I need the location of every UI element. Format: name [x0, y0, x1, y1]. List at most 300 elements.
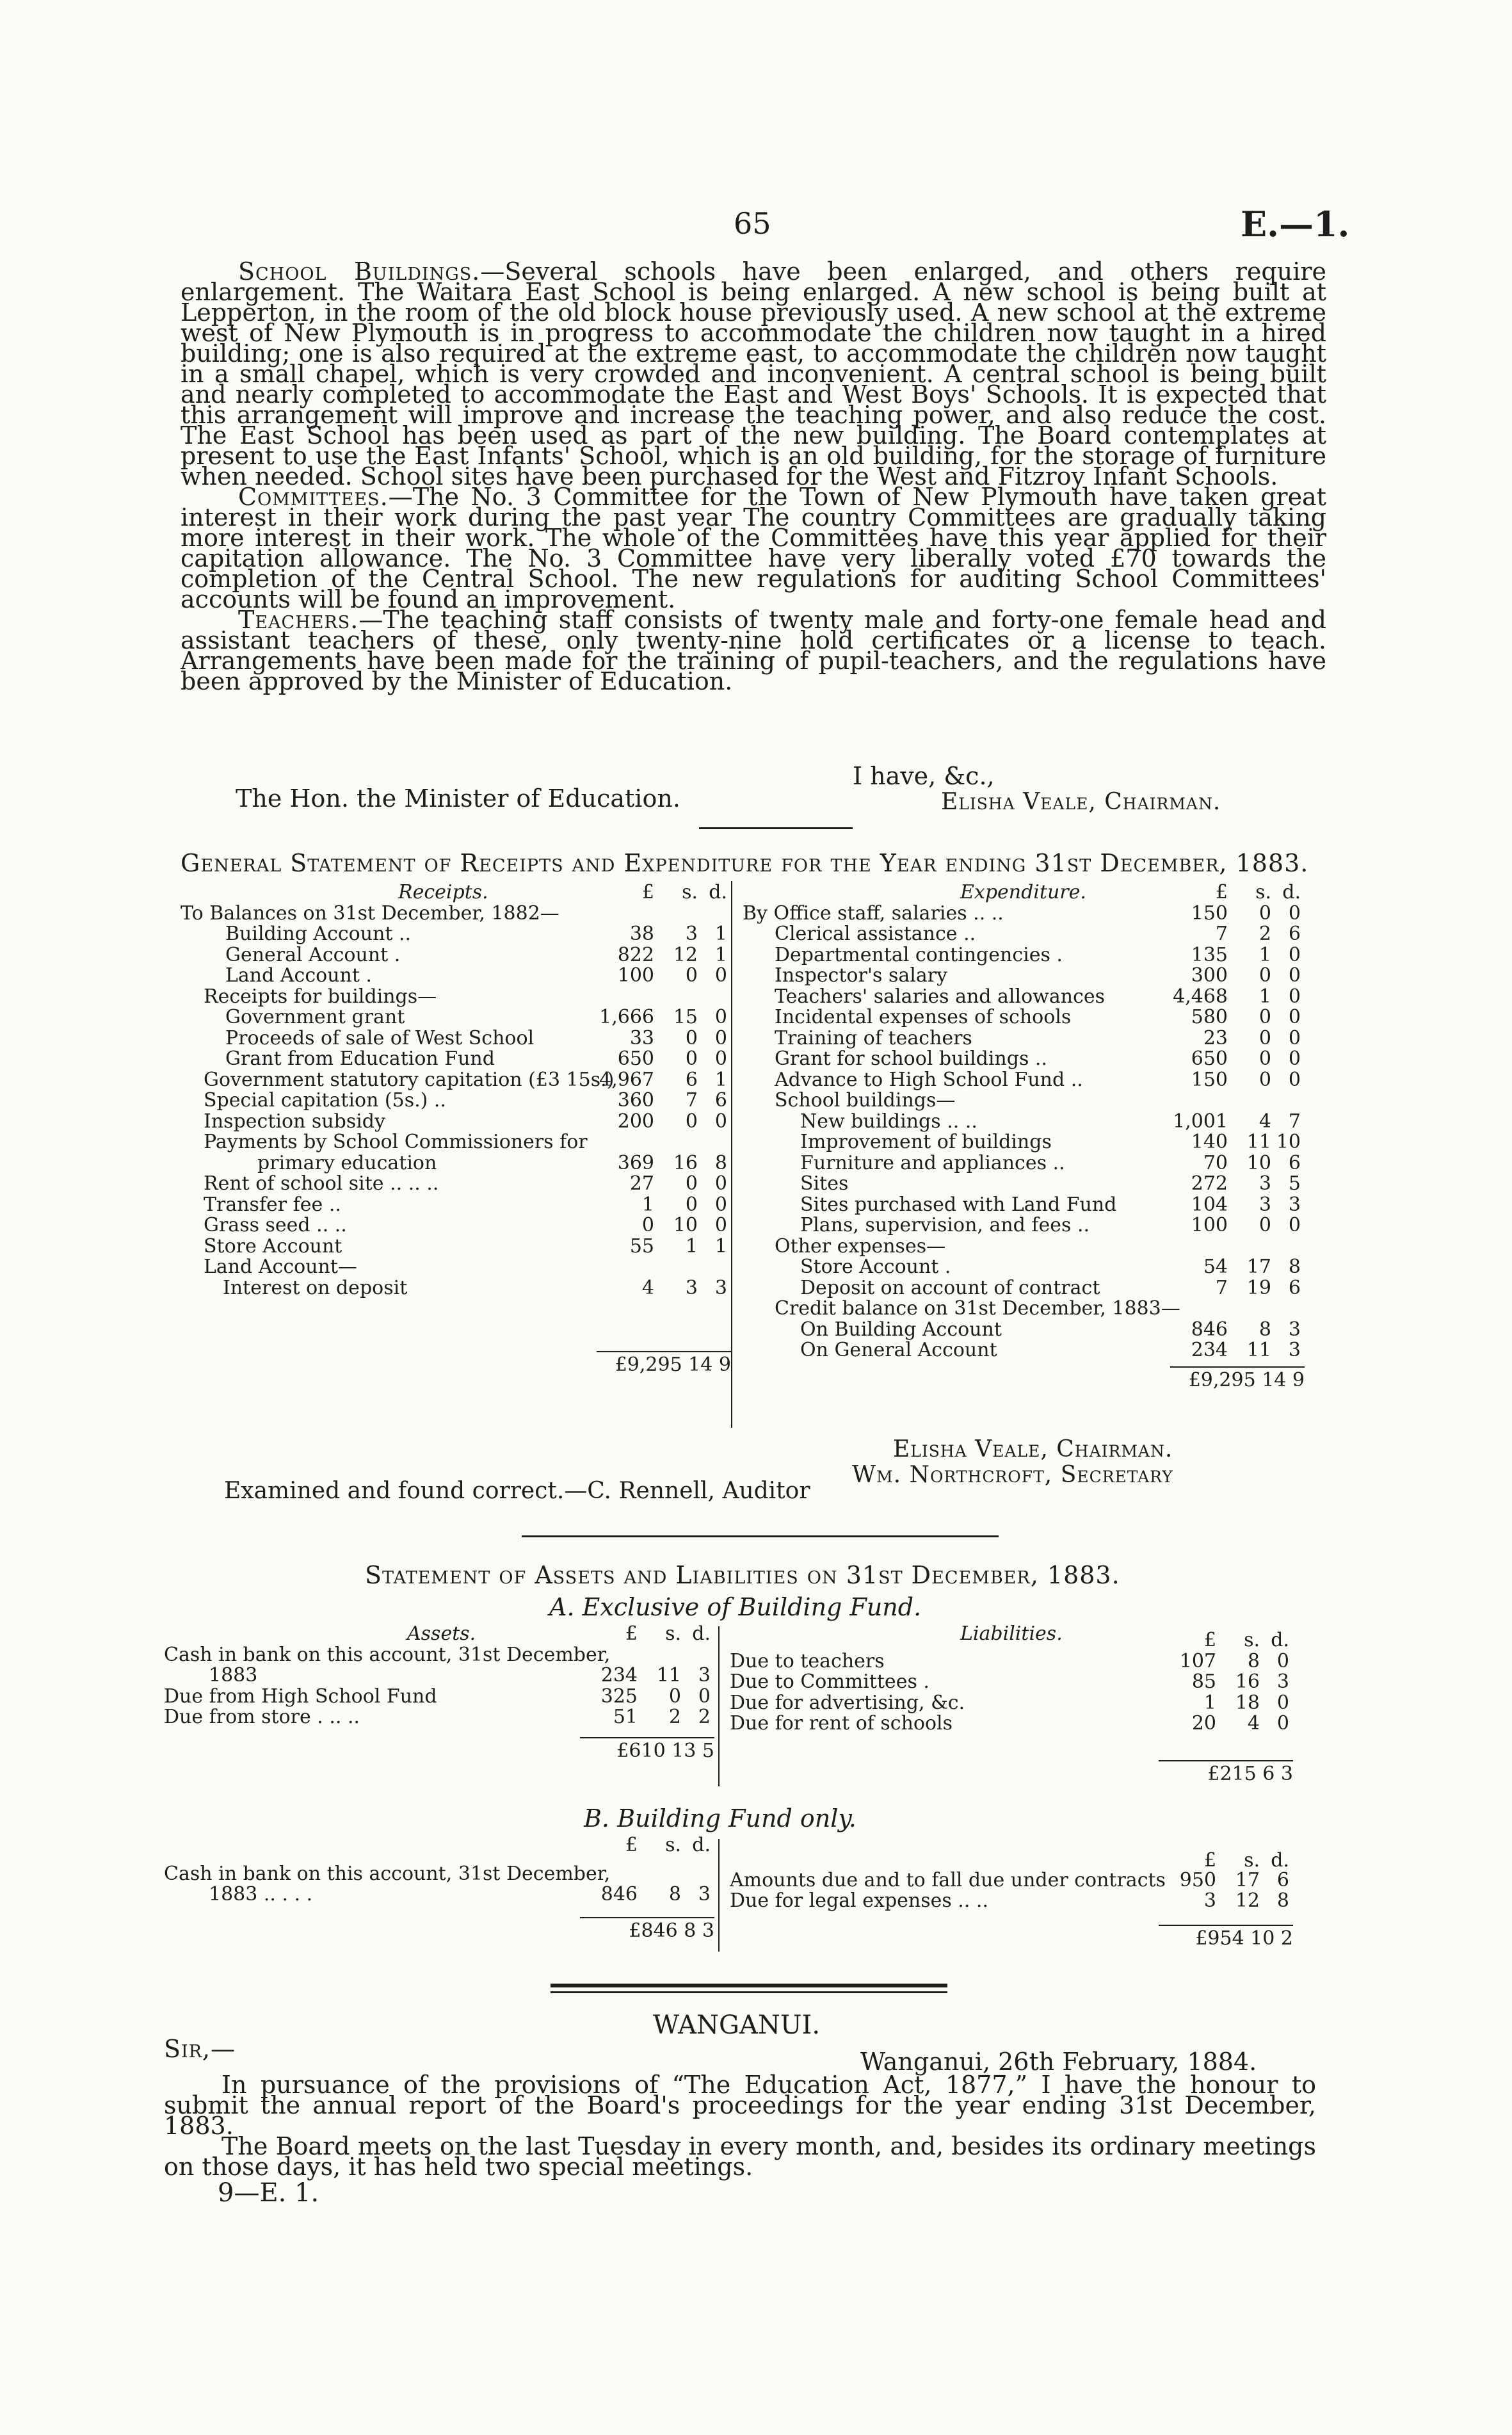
pence-value: 3: [1276, 1671, 1289, 1693]
table-row: [743, 1049, 1305, 1070]
pounds-value: 3: [1203, 1889, 1216, 1912]
signature-chairman: Elisha Veale, Chairman.: [893, 1436, 1173, 1462]
row-label: Due from High School Fund: [164, 1685, 437, 1708]
page-reference: E.—1.: [1241, 204, 1350, 245]
row-label: New buildings .. ..: [800, 1110, 977, 1133]
shillings-value: 3: [1259, 1172, 1271, 1195]
pence-value: 0: [714, 1110, 727, 1133]
assets-label: Assets.: [407, 1622, 476, 1645]
pence-value: 3: [1288, 1339, 1301, 1361]
pounds-heading: £: [1203, 1849, 1216, 1872]
pounds-value: 150: [1191, 1068, 1228, 1091]
shillings-heading: s.: [682, 881, 698, 903]
row-label: On General Account: [800, 1339, 997, 1361]
table-row: [730, 1870, 1293, 1891]
pounds-value: 33: [629, 1026, 654, 1049]
pence-value: 6: [1288, 923, 1301, 945]
table-row: [181, 1132, 731, 1153]
pounds-heading: £: [625, 1622, 638, 1645]
row-label: Clerical assistance ..: [775, 923, 976, 945]
salutation: Sir,—: [164, 2035, 236, 2063]
wanganui-paragraph-1: In pursuance of the provisions of “The Education Act, 1877,” I have the honour to submit the annual report of the Board's proceedings for the year ending 31st December, 1883.: [164, 2071, 1316, 2140]
pounds-value: 1: [1203, 1691, 1216, 1714]
table-row: [181, 1195, 731, 1216]
row-label: Deposit on account of contract: [800, 1276, 1100, 1299]
pounds-value: 4: [641, 1276, 654, 1299]
table-row: [743, 945, 1305, 966]
row-label: Due for advertising, &c.: [730, 1691, 965, 1714]
row-label: Transfer fee ..: [204, 1193, 341, 1216]
table-row: [730, 1713, 1293, 1735]
shillings-value: 0: [1259, 902, 1271, 925]
row-label: Grass seed .. ..: [204, 1214, 347, 1236]
shillings-value: 19: [1246, 1276, 1271, 1299]
table-row: [743, 1028, 1305, 1049]
shillings-heading: s.: [1244, 1629, 1260, 1651]
pounds-value: 51: [613, 1706, 638, 1728]
row-label: Inspector's salary: [775, 964, 948, 987]
pounds-value: 85: [1191, 1671, 1216, 1693]
pounds-value: 822: [617, 943, 654, 966]
row-label: Departmental contingencies .: [775, 943, 1063, 966]
row-label: Sites: [800, 1172, 849, 1195]
pounds-value: 140: [1191, 1131, 1228, 1153]
table-row: [743, 903, 1305, 925]
pounds-value: 70: [1203, 1151, 1228, 1174]
pounds-heading: £: [1215, 881, 1228, 903]
paragraph-heading: Committees.: [238, 483, 389, 511]
page-number: 65: [734, 206, 771, 241]
pence-value: 6: [1288, 1276, 1301, 1299]
row-label: Store Account: [204, 1234, 342, 1258]
pounds-value: 846: [600, 1883, 638, 1905]
pounds-value: 580: [1191, 1006, 1228, 1028]
pounds-value: 846: [1191, 1318, 1228, 1341]
shillings-value: 11: [1246, 1131, 1271, 1153]
pence-value: 0: [1288, 985, 1301, 1008]
shillings-value: 6: [685, 1068, 698, 1091]
pence-value: 10: [1276, 1131, 1301, 1153]
pence-value: 0: [1276, 1649, 1289, 1672]
row-label: Payments by School Commissioners for: [204, 1131, 588, 1153]
row-label: Inspection subsidy: [204, 1110, 385, 1133]
shillings-value: 3: [1259, 1193, 1271, 1216]
closing: I have, &c.,: [853, 762, 995, 790]
shillings-heading: s.: [665, 1834, 681, 1856]
pounds-value: 325: [600, 1685, 638, 1708]
shillings-value: 17: [1235, 1868, 1260, 1891]
table-row: [743, 1340, 1305, 1361]
row-label: Other expenses—: [775, 1234, 946, 1258]
pounds-value: 650: [1191, 1048, 1228, 1070]
b-liabilities-table: [730, 1844, 1293, 1950]
pounds-value: 23: [1203, 1026, 1228, 1049]
shillings-value: 8: [668, 1883, 681, 1905]
pounds-value: 100: [617, 964, 654, 987]
table-row: [743, 1007, 1305, 1028]
expenditure-table: [743, 881, 1305, 1391]
receipts-total: [181, 1351, 731, 1376]
column-divider: [718, 1839, 720, 1952]
row-label: Due for legal expenses .. ..: [730, 1889, 988, 1912]
signature-secretary: Wm. Northcroft, Secretary: [852, 1462, 1173, 1488]
table-row: [181, 966, 731, 987]
general-statement-title: General Statement of Receipts and Expenditure for the Year ending 31st December, 1883.: [181, 849, 1309, 877]
a-assets-header: [164, 1624, 714, 1645]
table-row: [181, 1215, 731, 1236]
pence-heading: d.: [692, 1834, 711, 1856]
column-divider: [731, 881, 732, 1428]
pence-value: 0: [1276, 1691, 1289, 1714]
table-row: [743, 1278, 1305, 1299]
row-label: Incidental expenses of schools: [775, 1006, 1072, 1028]
row-label: Government grant: [225, 1006, 405, 1028]
shillings-value: 16: [673, 1151, 698, 1174]
table-row: [181, 1153, 731, 1174]
pounds-value: 369: [617, 1151, 654, 1174]
table-row: [743, 1195, 1305, 1216]
table-row: [743, 1153, 1305, 1174]
pence-heading: d.: [692, 1622, 711, 1645]
row-label: School buildings—: [775, 1089, 956, 1112]
paragraph-heading: Teachers.: [238, 606, 359, 634]
table-row: [181, 1236, 731, 1258]
table-row: [730, 1672, 1293, 1693]
pounds-value: 7: [1215, 1276, 1228, 1299]
b-liabilities-total-value: £954 10 2: [1159, 1925, 1293, 1950]
pounds-value: 234: [600, 1664, 638, 1687]
row-label: Interest on deposit: [223, 1276, 408, 1299]
a-liabilities-table: [730, 1622, 1293, 1785]
pence-value: 6: [1288, 1151, 1301, 1174]
shillings-value: 12: [673, 943, 698, 966]
pence-heading: d.: [1271, 1629, 1289, 1651]
shillings-value: 0: [668, 1685, 681, 1708]
table-row: [743, 987, 1305, 1008]
pence-heading: d.: [709, 881, 727, 903]
table-row: [164, 1645, 714, 1666]
a-liabilities-total: [730, 1760, 1293, 1785]
table-row: [743, 1320, 1305, 1341]
pounds-value: 107: [1179, 1649, 1216, 1672]
row-label: Grant for school buildings ..: [775, 1048, 1047, 1070]
row-label: Grant from Education Fund: [225, 1048, 495, 1070]
pence-value: 3: [714, 1276, 727, 1299]
pence-value: 6: [714, 1089, 727, 1112]
pounds-value: 150: [1191, 902, 1228, 925]
pounds-value: 104: [1191, 1193, 1228, 1216]
pounds-value: 0: [641, 1214, 654, 1236]
row-label: Land Account—: [204, 1256, 357, 1278]
assets-statement-title: Statement of Assets and Liabilities on 31st December, 1883.: [365, 1561, 1120, 1589]
shillings-heading: s.: [665, 1622, 681, 1645]
b-assets-total: [164, 1917, 714, 1942]
b-assets-header: [164, 1835, 714, 1856]
pounds-value: 20: [1191, 1712, 1216, 1735]
pence-value: 8: [1288, 1256, 1301, 1278]
row-label: Due from store . .. ..: [164, 1706, 360, 1728]
row-label: Receipts for buildings—: [204, 985, 437, 1008]
a-liabilities-total-value: £215 6 3: [1159, 1760, 1293, 1785]
pence-value: 0: [714, 1048, 727, 1070]
pence-value: 7: [1288, 1110, 1301, 1133]
pence-value: 0: [1288, 1048, 1301, 1070]
pence-value: 1: [714, 923, 727, 945]
shillings-value: 15: [673, 1006, 698, 1028]
table-row: [743, 1236, 1305, 1258]
pounds-value: 650: [617, 1048, 654, 1070]
a-assets-total-value: £610 13 5: [580, 1737, 714, 1762]
a-liabilities-header: [730, 1622, 1293, 1651]
shillings-heading: s.: [1244, 1849, 1260, 1872]
shillings-value: 0: [1259, 1048, 1271, 1070]
shillings-value: 12: [1235, 1889, 1260, 1912]
b-liabilities-total: [730, 1925, 1293, 1950]
table-row: [730, 1891, 1293, 1912]
shillings-value: 0: [1259, 1006, 1271, 1028]
pence-value: 0: [714, 1026, 727, 1049]
pounds-value: 1,001: [1173, 1110, 1228, 1133]
shillings-value: 0: [685, 1026, 698, 1049]
shillings-value: 10: [1246, 1151, 1271, 1174]
liabilities-label: Liabilities.: [960, 1622, 1063, 1645]
paragraph-school-buildings: [181, 257, 1326, 490]
row-label: Due to teachers: [730, 1649, 885, 1672]
shillings-value: 0: [1259, 1214, 1271, 1236]
receipts-label: Receipts.: [398, 881, 488, 903]
signatory: Elisha Veale, Chairman.: [941, 789, 1221, 815]
table-row: [730, 1651, 1293, 1672]
table-row: [181, 987, 731, 1008]
shillings-value: 1: [685, 1234, 698, 1258]
row-label: Government statutory capitation (£3 15s.): [204, 1068, 615, 1091]
pounds-value: 360: [617, 1089, 654, 1112]
divider: [522, 1535, 999, 1537]
paragraph-text: —Several schools have been enlarged, and others require enlargement. The Waitara East School is being enlarged. A new school is being built at Lepperton, in the room of the old block house previously used. A new school at the extreme west of New Plymouth is in progress to accommodate the children now taught in a hired building; one is also required at the extreme east, to accommodate the children now taught in a small chapel, which is very crowded and inconvenient. A central school is being built and nearly completed to accommodate the East and West Boys' Schools. It is expected that this arrangement will improve and increase the teaching power, and also reduce the cost. The East School has been used as part of the new building. The Board contemplates at present to use the East Infants' School, which is an old building, for the storage of furniture when needed. School sites have been purchased for the West and Fitzroy Infant Schools.: [181, 257, 1326, 490]
table-row: [181, 1070, 731, 1091]
pounds-value: 55: [629, 1234, 654, 1258]
pounds-heading: £: [1203, 1629, 1216, 1651]
a-assets-total: [164, 1737, 714, 1762]
shillings-value: 4: [1259, 1110, 1271, 1133]
shillings-value: 3: [685, 1276, 698, 1299]
table-row: [743, 1215, 1305, 1236]
pounds-value: 54: [1203, 1256, 1228, 1278]
pounds-value: 1: [641, 1193, 654, 1216]
pence-value: 0: [714, 1172, 727, 1195]
shillings-value: 17: [1246, 1256, 1271, 1278]
pounds-value: 4,967: [599, 1068, 654, 1091]
shillings-value: 0: [685, 1193, 698, 1216]
pence-heading: d.: [1271, 1849, 1289, 1872]
pence-value: 0: [1288, 1214, 1301, 1236]
pounds-value: 4,468: [1173, 985, 1228, 1008]
row-label: Building Account ..: [225, 923, 412, 945]
section-b-heading: B. Building Fund only.: [584, 1804, 857, 1832]
a-assets-table: [164, 1622, 714, 1762]
auditor-line: Examined and found correct.—C. Rennell, Auditor: [224, 1478, 810, 1504]
pounds-value: 7: [1215, 923, 1228, 945]
shillings-value: 0: [1259, 1026, 1271, 1049]
pence-value: 1: [714, 1068, 727, 1091]
expenditure-total: [743, 1366, 1305, 1391]
row-label: To Balances on 31st December, 1882—: [181, 902, 559, 925]
shillings-value: 1: [1259, 943, 1271, 966]
addressee: The Hon. the Minister of Education.: [236, 784, 680, 813]
row-label: Proceeds of sale of West School: [225, 1026, 535, 1049]
pence-value: 1: [714, 1234, 727, 1258]
row-label: Rent of school site .. .. ..: [204, 1172, 439, 1195]
pence-value: 0: [1288, 943, 1301, 966]
row-label: Land Account .: [225, 964, 372, 987]
table-row: [181, 945, 731, 966]
table-row: [164, 1864, 714, 1885]
table-row: [181, 1257, 731, 1278]
pence-heading: d.: [1282, 881, 1301, 903]
pence-value: 3: [698, 1883, 711, 1905]
double-rule-top: [551, 1984, 947, 1987]
pence-value: 0: [1288, 1026, 1301, 1049]
signature-mark: 9—E. 1.: [218, 2178, 319, 2208]
table-row: [181, 1028, 731, 1049]
shillings-value: 4: [1247, 1712, 1260, 1735]
table-row: [743, 966, 1305, 987]
pounds-value: 272: [1191, 1172, 1228, 1195]
table-row: [181, 1174, 731, 1195]
pounds-value: 38: [629, 923, 654, 945]
table-row: [730, 1693, 1293, 1714]
table-row: [743, 1298, 1305, 1320]
shillings-value: 0: [685, 964, 698, 987]
row-label: Teachers' salaries and allowances: [775, 985, 1106, 1008]
shillings-value: 2: [1259, 923, 1271, 945]
row-label: Due to Committees .: [730, 1671, 929, 1693]
table-row: [164, 1707, 714, 1728]
table-row: [181, 1112, 731, 1133]
shillings-value: 0: [1259, 1068, 1271, 1091]
pence-value: 0: [714, 964, 727, 987]
paragraph-committees: [181, 483, 1326, 613]
row-label: Plans, supervision, and fees ..: [800, 1214, 1090, 1236]
table-row: [164, 1687, 714, 1708]
pence-value: 3: [1288, 1318, 1301, 1341]
wanganui-paragraph-2: The Board meets on the last Tuesday in every month, and, besides its ordinary meetings on those days, it has held two special meetings.: [164, 2132, 1316, 2181]
table-row: [743, 924, 1305, 945]
pence-value: 5: [1288, 1172, 1301, 1195]
pence-value: 3: [1288, 1193, 1301, 1216]
table-row: [743, 1090, 1305, 1112]
table-row: [743, 1132, 1305, 1153]
shillings-value: 10: [673, 1214, 698, 1236]
table-row: [743, 1112, 1305, 1133]
table-row: [181, 903, 731, 925]
pence-value: 0: [1288, 964, 1301, 987]
shillings-value: 1: [1259, 985, 1271, 1008]
row-label: 1883: [209, 1664, 258, 1687]
pence-value: 0: [698, 1685, 711, 1708]
shillings-value: 0: [685, 1172, 698, 1195]
table-row: [181, 1007, 731, 1028]
expenditure-label: Expenditure.: [960, 881, 1086, 903]
shillings-value: 0: [685, 1048, 698, 1070]
section-a-heading: A. Exclusive of Building Fund.: [549, 1593, 922, 1621]
row-label: General Account .: [225, 943, 401, 966]
row-label: Furniture and appliances ..: [800, 1151, 1065, 1174]
row-label: Improvement of buildings: [800, 1131, 1052, 1153]
row-label: primary education: [257, 1151, 437, 1174]
wanganui-heading: WANGANUI.: [653, 2010, 821, 2040]
pence-value: 0: [714, 1006, 727, 1028]
pounds-heading: £: [625, 1834, 638, 1856]
place-date: Wanganui, 26th February, 1884.: [860, 2048, 1257, 2076]
pounds-value: 135: [1191, 943, 1228, 966]
pence-value: 1: [714, 943, 727, 966]
shillings-value: 2: [668, 1706, 681, 1728]
table-row: [743, 1257, 1305, 1278]
row-label: By Office staff, salaries .. ..: [743, 902, 1004, 925]
pence-value: 8: [714, 1151, 727, 1174]
b-liabilities-header: [730, 1844, 1293, 1872]
pence-value: 3: [698, 1664, 711, 1687]
row-label: Credit balance on 31st December, 1883—: [775, 1297, 1180, 1320]
shillings-value: 7: [685, 1089, 698, 1112]
table-row: [181, 924, 731, 945]
shillings-value: 18: [1235, 1691, 1260, 1714]
double-rule-bottom: [551, 1991, 947, 1993]
shillings-value: 0: [685, 1110, 698, 1133]
table-row: [181, 1090, 731, 1112]
row-label: 1883 .. . . .: [209, 1883, 313, 1905]
row-label: Cash in bank on this account, 31st December,: [164, 1643, 611, 1666]
shillings-value: 8: [1247, 1649, 1260, 1672]
pounds-value: 100: [1191, 1214, 1228, 1236]
pounds-value: 200: [617, 1110, 654, 1133]
divider: [699, 827, 853, 829]
row-label: Due for rent of schools: [730, 1712, 953, 1735]
row-label: Cash in bank on this account, 31st December,: [164, 1862, 611, 1885]
pence-value: 0: [1288, 1006, 1301, 1028]
pounds-value: 300: [1191, 964, 1228, 987]
column-divider: [718, 1626, 720, 1786]
pence-value: 0: [1276, 1712, 1289, 1735]
b-assets-table: [164, 1834, 714, 1942]
receipts-table: [181, 881, 731, 1376]
wanganui-body: [164, 2071, 1316, 2181]
table-row: [743, 1070, 1305, 1091]
b-assets-total-value: £846 8 3: [580, 1917, 714, 1942]
paragraph-text: —The No. 3 Committee for the Town of New Plymouth have taken great interest in their work during the past year The country Committees are gradually taking more interest in their work. The whole of the Committees have this year applied for their capitation allowance. The No. 3 Committee have very liberally voted £70 towards the completion of the Central School. The new regulations for auditing School Committees' accounts will be found an improvement.: [181, 483, 1326, 613]
pounds-value: 1,666: [599, 1006, 654, 1028]
row-label: Amounts due and to fall due under contracts: [730, 1868, 1166, 1891]
shillings-heading: s.: [1255, 881, 1271, 903]
pence-value: 0: [714, 1214, 727, 1236]
receipts-header: [181, 882, 731, 903]
shillings-value: 3: [685, 923, 698, 945]
shillings-value: 16: [1235, 1671, 1260, 1693]
shillings-value: 8: [1259, 1318, 1271, 1341]
receipts-total-value: £9,295 14 9: [597, 1351, 731, 1376]
expenditure-header: [743, 882, 1305, 903]
pounds-value: 27: [629, 1172, 654, 1195]
table-row: [181, 1049, 731, 1070]
paragraph-text: —The teaching staff consists of twenty male and forty-one female head and assistant teachers of these, only twenty-nine hold certificates or a license to teach. Arrangements have been made for the training of pupil-teachers, and the regulations have been approved by the Minister of Education.: [181, 606, 1326, 695]
row-label: Training of teachers: [775, 1026, 972, 1049]
pence-value: 6: [1276, 1868, 1289, 1891]
shillings-value: 11: [656, 1664, 681, 1687]
pence-value: 2: [698, 1706, 711, 1728]
row-label: On Building Account: [800, 1318, 1002, 1341]
row-label: Advance to High School Fund ..: [775, 1068, 1083, 1091]
